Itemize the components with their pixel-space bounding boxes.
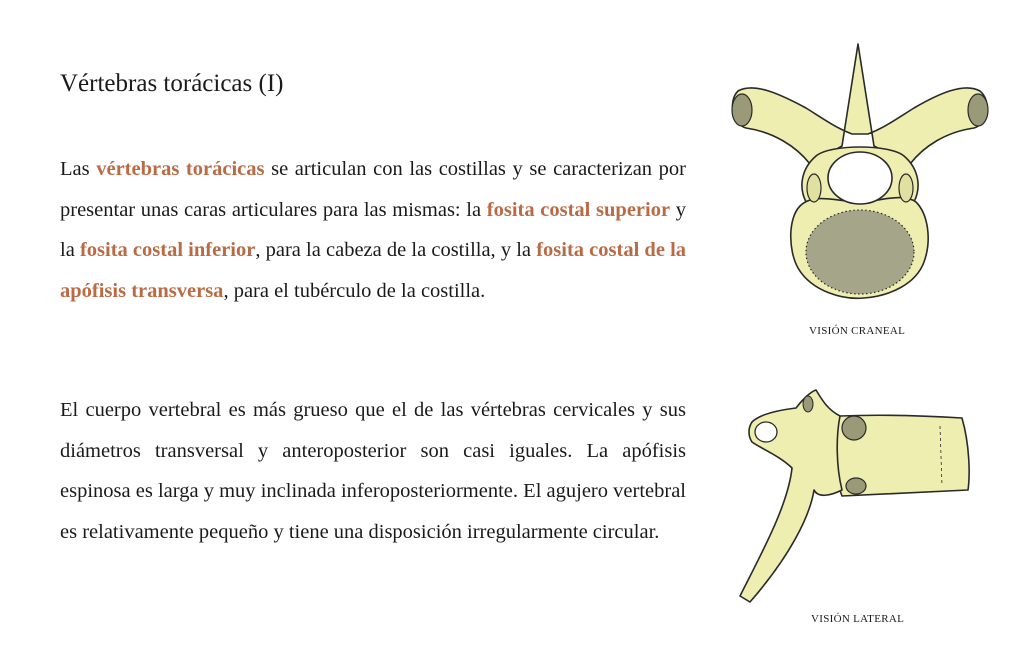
page-title: Vértebras torácicas (I) (60, 70, 284, 97)
vertebra-lateral-view-illustration (730, 386, 980, 608)
highlight-fosita-costal-inferior: fosita costal inferior (79, 239, 256, 261)
caption-vision-craneal: VISIÓN CRANEAL (809, 325, 906, 337)
paragraph-thoracic-vertebrae (60, 149, 686, 311)
text-segment: y la (60, 198, 687, 261)
text-segment: Las (60, 158, 97, 180)
caption-vision-lateral: VISIÓN LATERAL (811, 613, 905, 625)
vertebra-cranial-view-illustration (718, 36, 1002, 318)
text-segment: se articulan con las costillas y se caracterizan por presentar unas caras articulares para las mismas: la (60, 158, 686, 221)
text-segment: , para el tubérculo de la costilla. (223, 279, 486, 302)
text-segment: , para la cabeza de la costilla, y la (255, 239, 537, 261)
paragraph-vertebral-body: El cuerpo vertebral es más grueso que el de las vértebras cervicales y sus diámetros transversal y anteroposterior son casi iguales. La apófisis espinosa es larga y muy inclinada inferoposteriormente. El agujero vertebral es relativamente pequeño y tiene una disposición irregularmente circular. (60, 399, 686, 543)
highlight-vertebras-toracicas: vértebras torácicas (96, 158, 265, 180)
highlight-fosita-costal-apofisis-transversa: fosita costal de la apófisis transversa (60, 239, 687, 302)
highlight-fosita-costal-superior: fosita costal superior (486, 198, 671, 221)
